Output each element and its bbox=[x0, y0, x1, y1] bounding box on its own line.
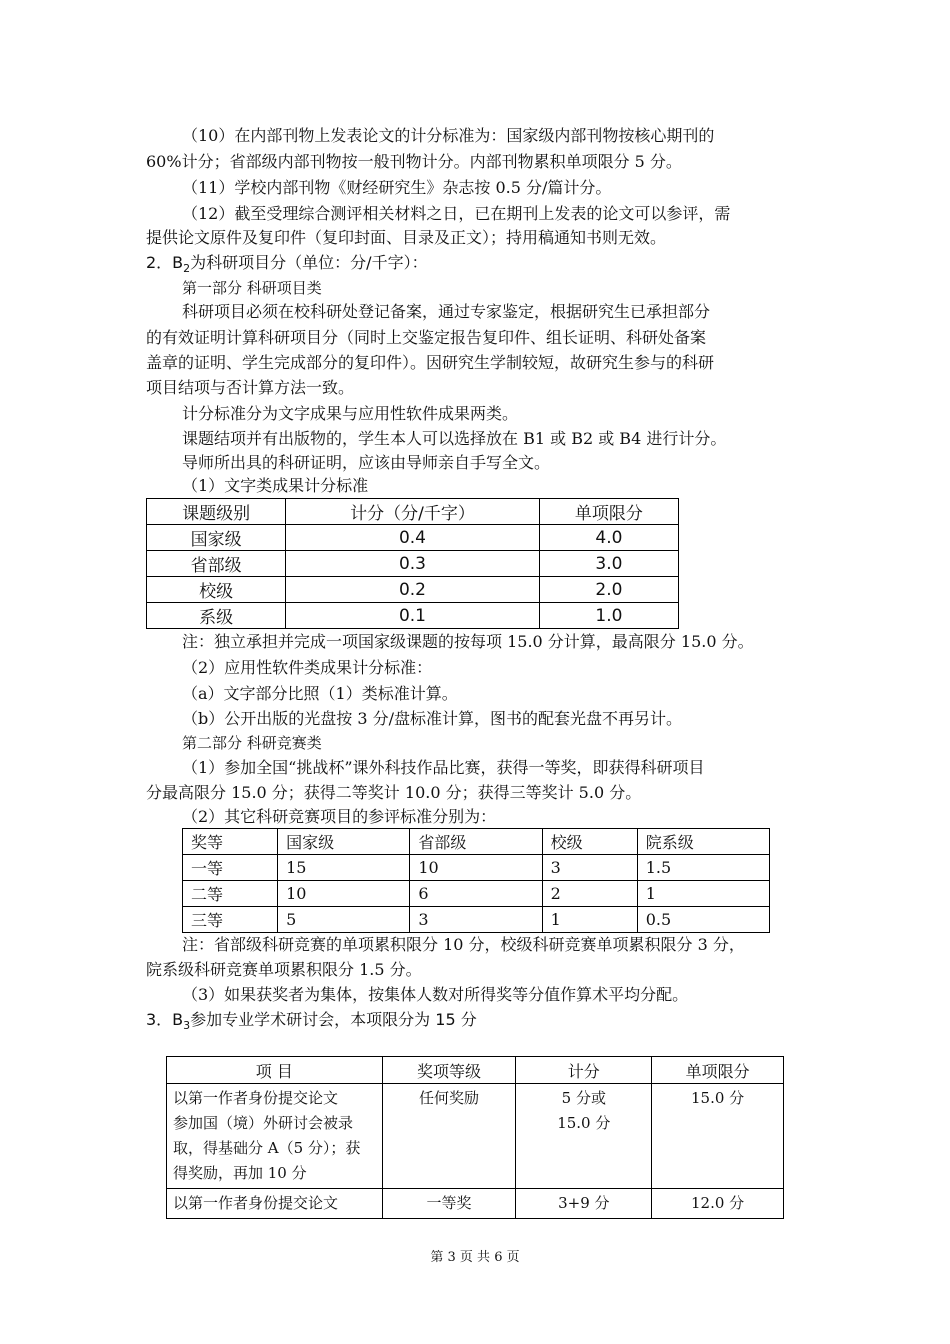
table-cell: 二等 bbox=[183, 881, 278, 907]
table-header-row bbox=[147, 499, 679, 525]
part1-title: 第一部分 科研项目类 bbox=[182, 279, 322, 297]
table-header-cell: 奖等 bbox=[183, 829, 278, 855]
standard-note: 计分标准分为文字成果与应用性软件成果两类。 bbox=[182, 404, 519, 423]
advisor-note: 导师所出具的科研证明，应该由导师亲自手写全文。 bbox=[182, 453, 551, 472]
table-header-cell: 奖项等级 bbox=[382, 1057, 516, 1084]
intro-line2: 的有效证明计算科研项目分（同时上交鉴定报告复印件、组长证明、科研处备案 bbox=[146, 328, 707, 347]
cell-line: 15.0 分 bbox=[557, 1114, 611, 1132]
table-row bbox=[147, 603, 679, 629]
paragraph-10-line2: 60%计分；省部级内部刊物按一般刊物计分。内部刊物累积单项限分 5 分。 bbox=[146, 152, 682, 171]
b2-heading-sub: 2 bbox=[183, 262, 191, 276]
software-b: （b）公开出版的光盘按 3 分/盘标准计算，图书的配套光盘不再另计。 bbox=[182, 709, 682, 728]
table-cell: 10 bbox=[278, 881, 410, 907]
table-cell: 2 bbox=[542, 881, 637, 907]
table-cell: 2.0 bbox=[539, 577, 678, 603]
page-footer: 第 3 页 共 6 页 bbox=[430, 1250, 520, 1265]
table-header-cell: 校级 bbox=[542, 829, 637, 855]
table-row bbox=[147, 551, 679, 577]
table-cell: 4.0 bbox=[539, 525, 678, 551]
text-score-table bbox=[146, 498, 679, 629]
table-cell: 0.1 bbox=[286, 603, 540, 629]
seminar-score-table bbox=[166, 1056, 784, 1219]
contest2-title: （2）其它科研竞赛项目的参评标准分别为： bbox=[182, 807, 497, 826]
intro-line1: 科研项目必须在校科研处登记备案，通过专家鉴定，根据研究生已承担部分 bbox=[182, 302, 711, 321]
table-row bbox=[167, 1189, 784, 1219]
table-cell: 校级 bbox=[147, 577, 286, 603]
cell-line: 5 分或 bbox=[561, 1089, 606, 1107]
contest1-line1: （1）参加全国“挑战杯”课外科技作品比赛，获得一等奖，即获得科研项目 bbox=[182, 758, 705, 777]
table-header-cell: 单项限分 bbox=[539, 499, 678, 525]
b2-heading-rest: 为科研项目分（单位：分/千字）： bbox=[190, 253, 428, 272]
table-header-cell: 国家级 bbox=[278, 829, 410, 855]
paragraph-12-line2: 提供论文原件及复印件（复印封面、目录及正文）；持用稿通知书则无效。 bbox=[146, 228, 667, 247]
cell-line: 以第一作者身份提交论文 bbox=[173, 1089, 339, 1107]
table-header-row bbox=[183, 829, 770, 855]
contest1-line2: 分最高限分 15.0 分；获得二等奖计 10.0 分；获得三等奖计 5.0 分。 bbox=[146, 783, 642, 802]
table-cell: 以第一作者身份提交论文 bbox=[167, 1189, 383, 1219]
table-cell: 1.0 bbox=[539, 603, 678, 629]
table-row bbox=[147, 525, 679, 551]
cell-line: 得奖励，再加 10 分 bbox=[173, 1164, 307, 1182]
b3-heading-prefix: 3．B bbox=[146, 1010, 184, 1029]
table-header-cell: 项 目 bbox=[167, 1057, 383, 1084]
b3-heading bbox=[146, 1008, 477, 1032]
table-cell: 系级 bbox=[147, 603, 286, 629]
b3-heading-rest: 参加专业学术研讨会，本项限分为 15 分 bbox=[190, 1010, 477, 1029]
table-cell: 0.2 bbox=[286, 577, 540, 603]
table-cell: 15.0 分 bbox=[652, 1084, 784, 1189]
table-cell: 0.5 bbox=[637, 907, 769, 933]
choice-note: 课题结项并有出版物的，学生本人可以选择放在 B1 或 B2 或 B4 进行计分。 bbox=[182, 429, 727, 448]
table-row bbox=[167, 1084, 784, 1189]
text-table-title: （1）文字类成果计分标准 bbox=[182, 476, 369, 495]
table-cell: 3 bbox=[542, 855, 637, 881]
intro-line3: 盖章的证明、学生完成部分的复印件）。因研究生学制较短，故研究生参与的科研 bbox=[146, 353, 715, 372]
table-cell: 一等奖 bbox=[382, 1189, 516, 1219]
contest-note-line1: 注：省部级科研竞赛的单项累积限分 10 分，校级科研竞赛单项累积限分 3 分， bbox=[182, 935, 745, 954]
table-cell: 15 bbox=[278, 855, 410, 881]
table-cell bbox=[516, 1084, 652, 1189]
cell-line: 取，得基础分 A（5 分）；获 bbox=[173, 1139, 361, 1157]
contest3: （3）如果获奖者为集体，按集体人数对所得奖等分值作算术平均分配。 bbox=[182, 985, 689, 1004]
table-header-row bbox=[167, 1057, 784, 1084]
contest-note-line2: 院系级科研竞赛单项累积限分 1.5 分。 bbox=[146, 960, 422, 979]
table-cell: 1.5 bbox=[637, 855, 769, 881]
table-header-cell: 计分（分/千字） bbox=[286, 499, 540, 525]
table-header-cell: 课题级别 bbox=[147, 499, 286, 525]
table-row bbox=[147, 577, 679, 603]
table-cell: 一等 bbox=[183, 855, 278, 881]
table-cell: 1 bbox=[542, 907, 637, 933]
part2-title: 第二部分 科研竞赛类 bbox=[182, 734, 322, 752]
paragraph-12-line1: （12）截至受理综合测评相关材料之日，已在期刊上发表的论文可以参评，需 bbox=[182, 204, 731, 223]
table-row bbox=[183, 855, 770, 881]
table-cell: 省部级 bbox=[147, 551, 286, 577]
table-cell: 12.0 分 bbox=[652, 1189, 784, 1219]
table-cell: 3.0 bbox=[539, 551, 678, 577]
cell-line: 参加国（境）外研讨会被录 bbox=[173, 1114, 354, 1132]
table-header-cell: 院系级 bbox=[637, 829, 769, 855]
table-header-cell: 单项限分 bbox=[652, 1057, 784, 1084]
table-cell: 三等 bbox=[183, 907, 278, 933]
table-cell: 国家级 bbox=[147, 525, 286, 551]
table-cell: 0.4 bbox=[286, 525, 540, 551]
table-cell: 5 bbox=[278, 907, 410, 933]
contest-score-table bbox=[182, 828, 770, 933]
table-header-cell: 计分 bbox=[516, 1057, 652, 1084]
table-cell: 3 bbox=[410, 907, 542, 933]
text-table-note: 注：独立承担并完成一项国家级课题的按每项 15.0 分计算，最高限分 15.0 分。 bbox=[182, 632, 754, 651]
table-cell: 6 bbox=[410, 881, 542, 907]
intro-line4: 项目结项与否计算方法一致。 bbox=[146, 378, 355, 397]
table-cell: 1 bbox=[637, 881, 769, 907]
table-row bbox=[183, 907, 770, 933]
table-cell bbox=[167, 1084, 383, 1189]
table-row bbox=[183, 881, 770, 907]
software-a: （a）文字部分比照（1）类标准计算。 bbox=[182, 684, 458, 703]
table-cell: 3+9 分 bbox=[516, 1189, 652, 1219]
table-cell: 任何奖励 bbox=[382, 1084, 516, 1189]
table-cell: 10 bbox=[410, 855, 542, 881]
table-header-cell: 省部级 bbox=[410, 829, 542, 855]
paragraph-10-line1: （10）在内部刊物上发表论文的计分标准为：国家级内部刊物按核心期刊的 bbox=[182, 126, 715, 145]
b3-heading-sub: 3 bbox=[183, 1019, 191, 1033]
b2-heading bbox=[146, 251, 428, 275]
b2-heading-prefix: 2．B bbox=[146, 253, 184, 272]
table-cell: 0.3 bbox=[286, 551, 540, 577]
paragraph-11: （11）学校内部刊物《财经研究生》杂志按 0.5 分/篇计分。 bbox=[182, 178, 612, 197]
software-title: （2）应用性软件类成果计分标准： bbox=[182, 658, 433, 677]
